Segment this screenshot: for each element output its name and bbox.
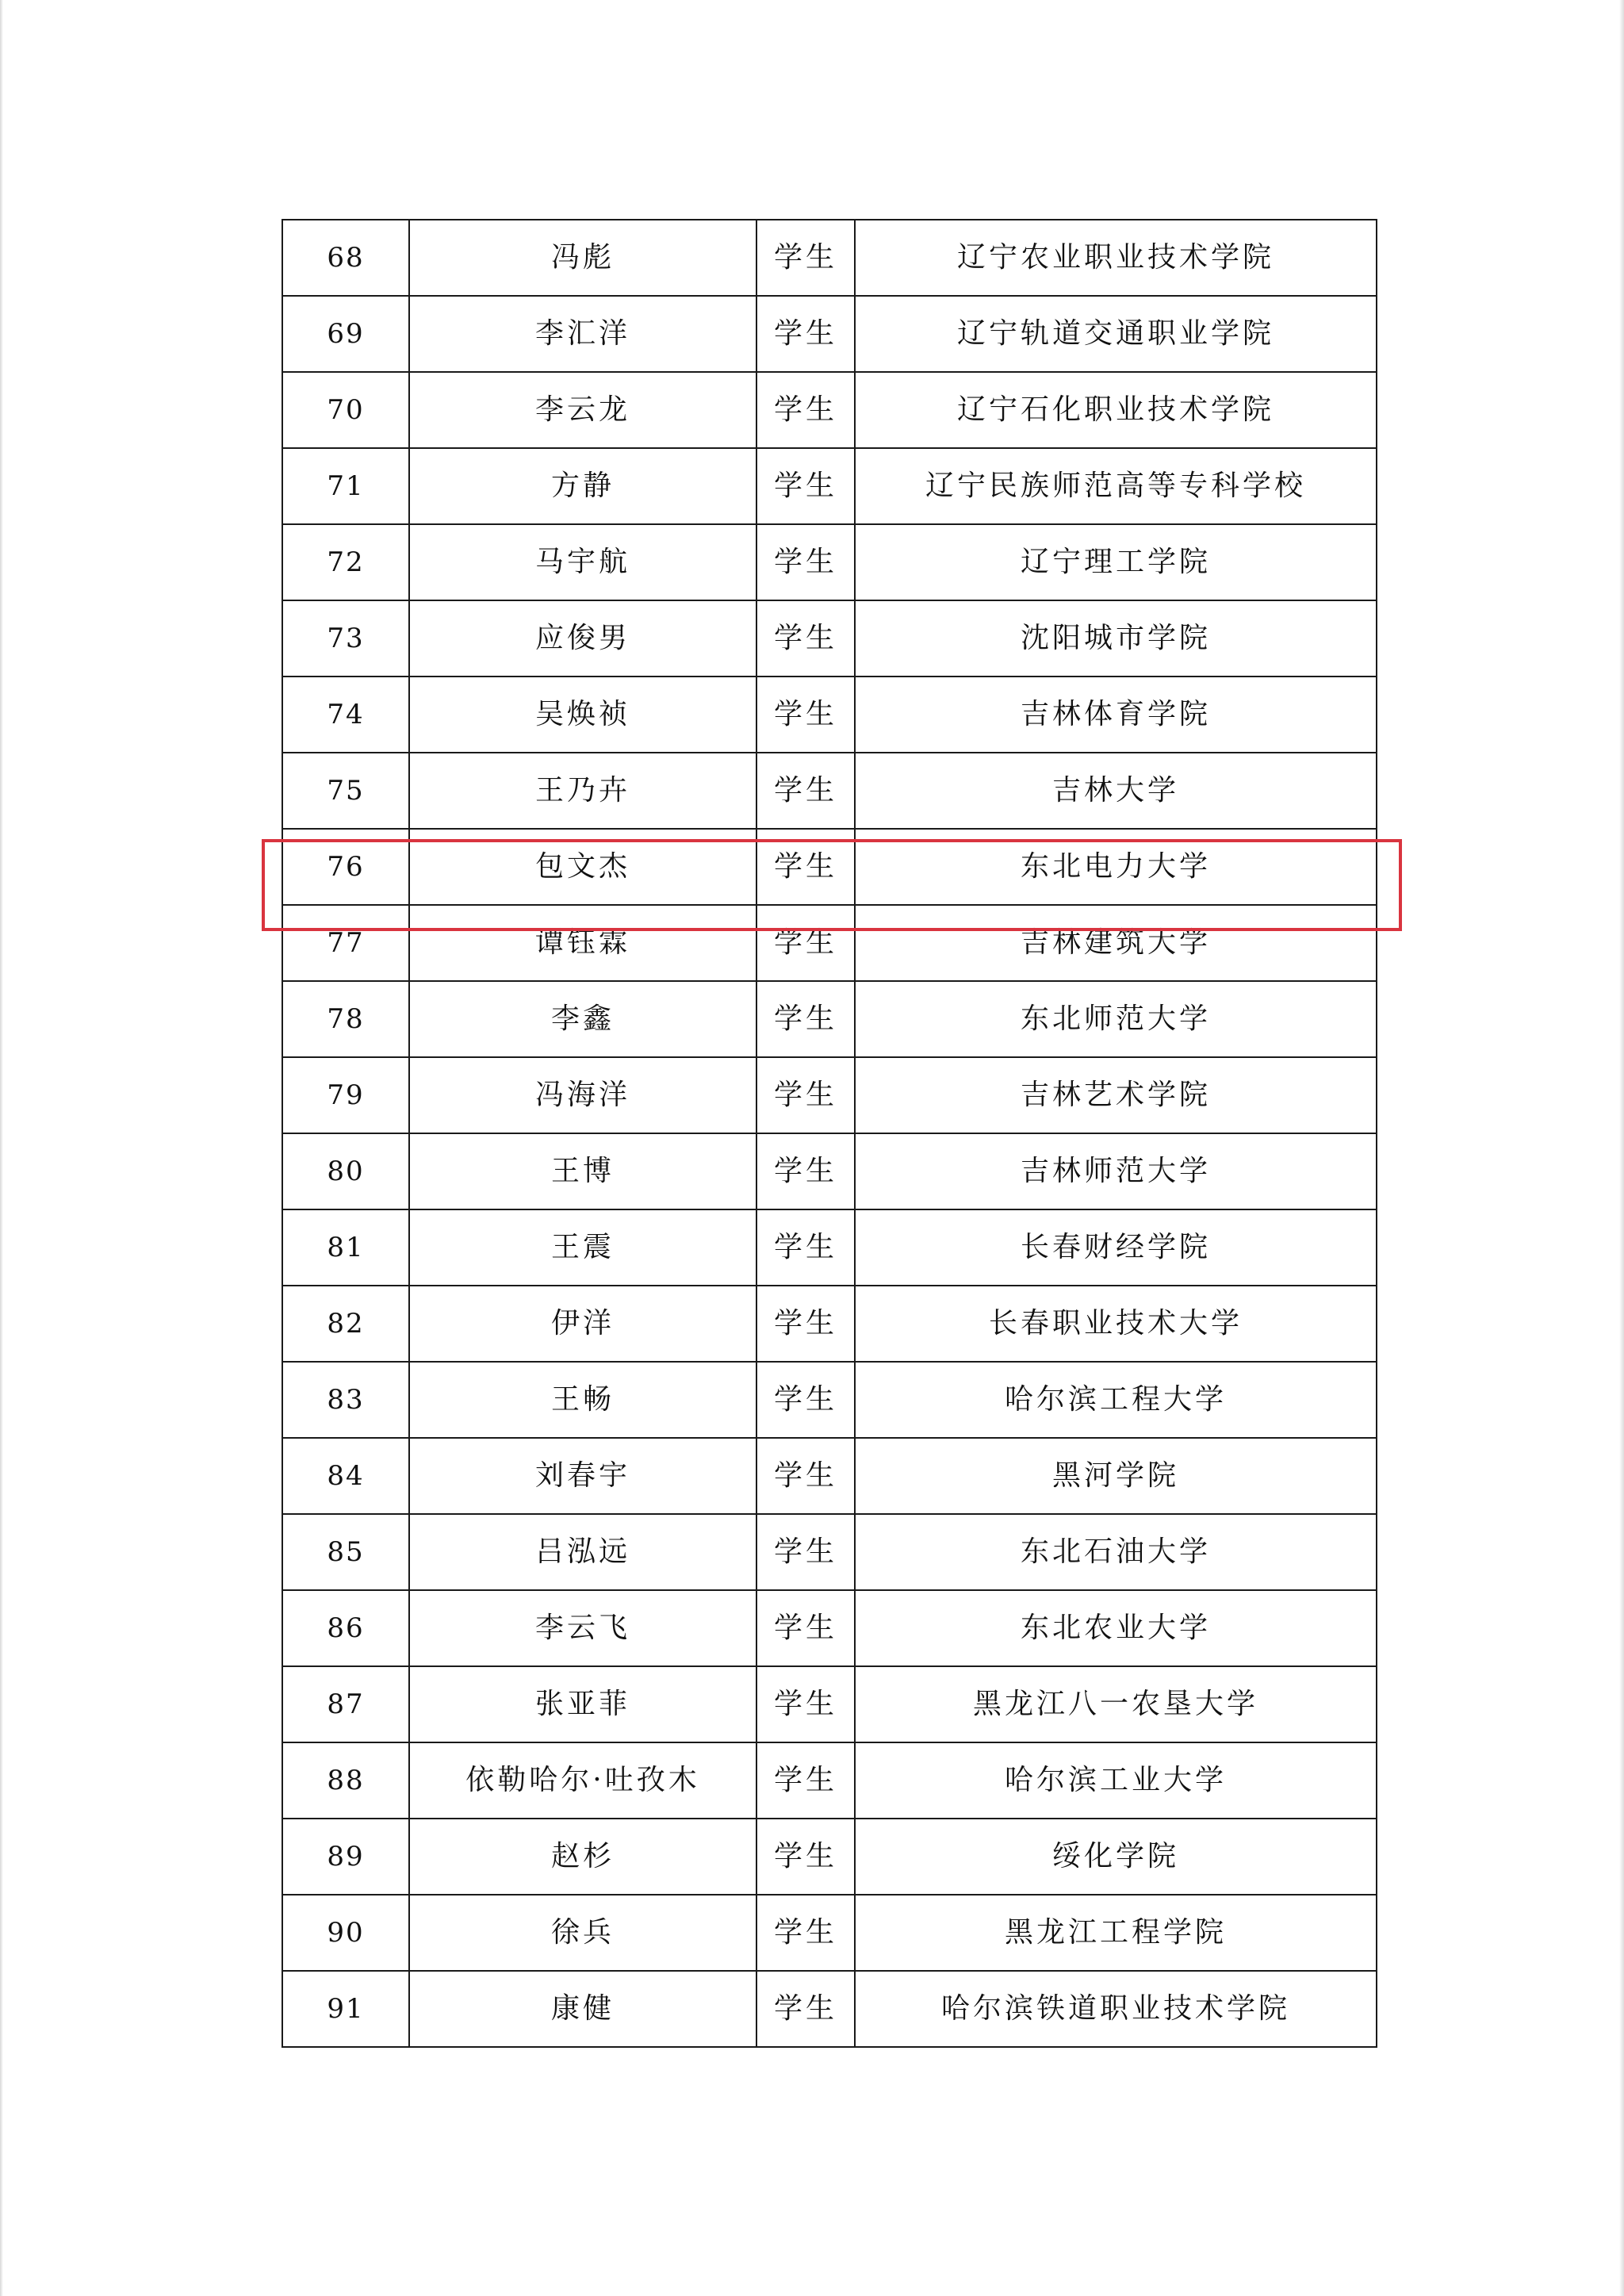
cell-number: 70 [282,372,409,448]
cell-school: 东北农业大学 [855,1590,1377,1666]
table-row [282,1057,1377,1133]
cell-name: 康健 [409,1971,756,2047]
cell-name: 冯彪 [409,220,756,296]
cell-number: 84 [282,1438,409,1514]
cell-school: 辽宁石化职业技术学院 [855,372,1377,448]
cell-school: 东北师范大学 [855,981,1377,1057]
cell-role: 学生 [756,677,855,753]
cell-role: 学生 [756,1819,855,1895]
cell-school: 吉林艺术学院 [855,1057,1377,1133]
table-row [282,829,1377,905]
cell-role: 学生 [756,1666,855,1742]
table-row [282,1133,1377,1209]
cell-school: 东北电力大学 [855,829,1377,905]
table-row [282,372,1377,448]
cell-number: 89 [282,1819,409,1895]
cell-school: 长春职业技术大学 [855,1286,1377,1362]
cell-role: 学生 [756,1209,855,1286]
cell-role: 学生 [756,905,855,981]
cell-name: 包文杰 [409,829,756,905]
cell-name: 马宇航 [409,524,756,600]
cell-name: 李鑫 [409,981,756,1057]
cell-number: 71 [282,448,409,524]
table-row [282,1971,1377,2047]
cell-school: 辽宁民族师范高等专科学校 [855,448,1377,524]
cell-role: 学生 [756,296,855,372]
roster-table-body [282,220,1377,2047]
cell-number: 85 [282,1514,409,1590]
cell-school: 黑龙江工程学院 [855,1895,1377,1971]
cell-number: 83 [282,1362,409,1438]
table-row [282,296,1377,372]
cell-number: 81 [282,1209,409,1286]
cell-school: 辽宁理工学院 [855,524,1377,600]
cell-role: 学生 [756,1438,855,1514]
cell-name: 方静 [409,448,756,524]
cell-name: 谭钰霖 [409,905,756,981]
cell-number: 68 [282,220,409,296]
table-row [282,220,1377,296]
cell-name: 应俊男 [409,600,756,677]
cell-role: 学生 [756,372,855,448]
cell-name: 依勒哈尔·吐孜木 [409,1742,756,1819]
cell-role: 学生 [756,220,855,296]
cell-name: 吴焕祯 [409,677,756,753]
cell-number: 80 [282,1133,409,1209]
table-row [282,1209,1377,1286]
cell-number: 86 [282,1590,409,1666]
cell-school: 哈尔滨工程大学 [855,1362,1377,1438]
cell-name: 伊洋 [409,1286,756,1362]
cell-name: 刘春宇 [409,1438,756,1514]
table-row [282,600,1377,677]
table-row [282,1742,1377,1819]
table-row [282,1819,1377,1895]
table-row [282,448,1377,524]
cell-role: 学生 [756,1971,855,2047]
cell-school: 沈阳城市学院 [855,600,1377,677]
cell-number: 75 [282,753,409,829]
cell-role: 学生 [756,981,855,1057]
cell-role: 学生 [756,753,855,829]
table-row [282,905,1377,981]
cell-school: 辽宁轨道交通职业学院 [855,296,1377,372]
cell-number: 76 [282,829,409,905]
cell-school: 长春财经学院 [855,1209,1377,1286]
cell-role: 学生 [756,1286,855,1362]
cell-school: 绥化学院 [855,1819,1377,1895]
table-row [282,981,1377,1057]
table-row [282,753,1377,829]
cell-number: 91 [282,1971,409,2047]
cell-number: 72 [282,524,409,600]
cell-school: 辽宁农业职业技术学院 [855,220,1377,296]
table-row [282,1286,1377,1362]
cell-number: 88 [282,1742,409,1819]
cell-name: 王震 [409,1209,756,1286]
cell-role: 学生 [756,524,855,600]
cell-name: 赵杉 [409,1819,756,1895]
cell-number: 69 [282,296,409,372]
cell-role: 学生 [756,600,855,677]
cell-number: 90 [282,1895,409,1971]
roster-table [282,219,1377,2048]
cell-number: 82 [282,1286,409,1362]
cell-role: 学生 [756,829,855,905]
cell-number: 79 [282,1057,409,1133]
table-row [282,1362,1377,1438]
cell-number: 73 [282,600,409,677]
cell-number: 74 [282,677,409,753]
cell-name: 冯海洋 [409,1057,756,1133]
cell-name: 王畅 [409,1362,756,1438]
cell-name: 李云龙 [409,372,756,448]
cell-school: 吉林大学 [855,753,1377,829]
cell-name: 李汇洋 [409,296,756,372]
cell-role: 学生 [756,1742,855,1819]
table-row [282,524,1377,600]
table-row [282,1438,1377,1514]
cell-role: 学生 [756,1895,855,1971]
roster-table-container [282,219,1376,2048]
cell-school: 吉林建筑大学 [855,905,1377,981]
cell-school: 黑龙江八一农垦大学 [855,1666,1377,1742]
cell-name: 王博 [409,1133,756,1209]
scan-edge-left [0,0,3,2296]
cell-role: 学生 [756,1514,855,1590]
cell-number: 87 [282,1666,409,1742]
cell-number: 78 [282,981,409,1057]
table-row [282,1590,1377,1666]
cell-name: 李云飞 [409,1590,756,1666]
cell-school: 吉林体育学院 [855,677,1377,753]
cell-school: 哈尔滨工业大学 [855,1742,1377,1819]
cell-role: 学生 [756,1362,855,1438]
cell-name: 王乃卉 [409,753,756,829]
cell-school: 东北石油大学 [855,1514,1377,1590]
cell-name: 吕泓远 [409,1514,756,1590]
table-row [282,1895,1377,1971]
table-row [282,1666,1377,1742]
cell-name: 张亚菲 [409,1666,756,1742]
cell-role: 学生 [756,1590,855,1666]
table-row [282,677,1377,753]
scan-edge-right [1619,0,1624,2296]
cell-name: 徐兵 [409,1895,756,1971]
cell-school: 黑河学院 [855,1438,1377,1514]
table-row [282,1514,1377,1590]
cell-role: 学生 [756,1057,855,1133]
cell-role: 学生 [756,448,855,524]
cell-number: 77 [282,905,409,981]
cell-school: 哈尔滨铁道职业技术学院 [855,1971,1377,2047]
cell-role: 学生 [756,1133,855,1209]
cell-school: 吉林师范大学 [855,1133,1377,1209]
